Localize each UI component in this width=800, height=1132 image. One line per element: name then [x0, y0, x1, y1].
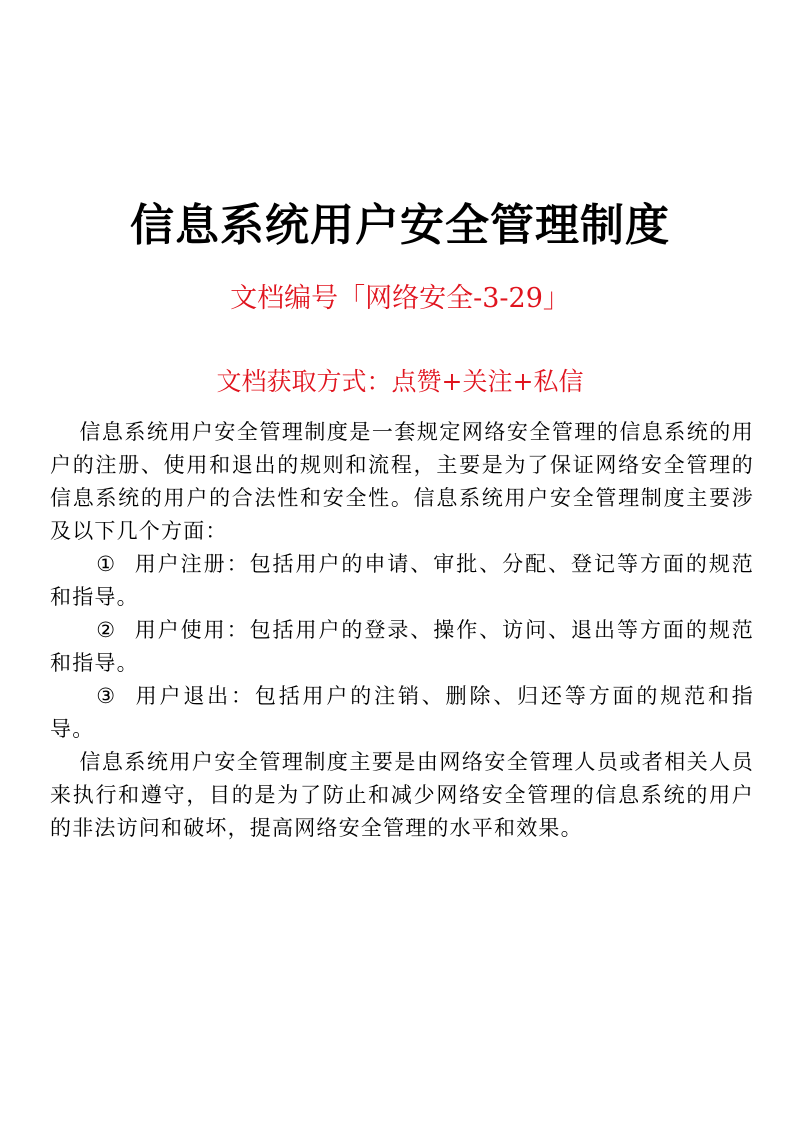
list-item-text: 用户注册：包括用户的申请、审批、分配、登记等方面的规范和指导。	[50, 552, 754, 609]
list-marker: ①	[96, 552, 117, 576]
intro-paragraph: 信息系统用户安全管理制度是一套规定网络安全管理的信息系统的用户的注册、使用和退出的规则和流程，主要是为了保证网络安全管理的信息系统的用户的合法性和安全性。信息系统用户安全管理制度主要涉及以下几个方面：	[50, 420, 754, 543]
list-item	[50, 548, 754, 614]
document-number: 文档编号「网络安全-3-29」	[230, 283, 570, 314]
document-title: 信息系统用户安全管理制度	[130, 200, 670, 251]
document-body	[50, 416, 754, 845]
list-item	[50, 680, 754, 746]
list-item	[50, 614, 754, 680]
list-item-text: 用户使用：包括用户的登录、操作、访问、退出等方面的规范和指导。	[50, 618, 754, 675]
list-item-text: 用户退出：包括用户的注销、删除、归还等方面的规范和指导。	[50, 684, 754, 741]
list-marker: ③	[96, 684, 117, 708]
access-method: 文档获取方式：点赞+关注+私信	[216, 367, 584, 396]
list-marker: ②	[96, 618, 117, 642]
closing-paragraph: 信息系统用户安全管理制度主要是由网络安全管理人员或者相关人员来执行和遵守，目的是为了防止和减少网络安全管理的信息系统的用户的非法访问和破坏，提高网络安全管理的水平和效果。	[50, 750, 754, 840]
